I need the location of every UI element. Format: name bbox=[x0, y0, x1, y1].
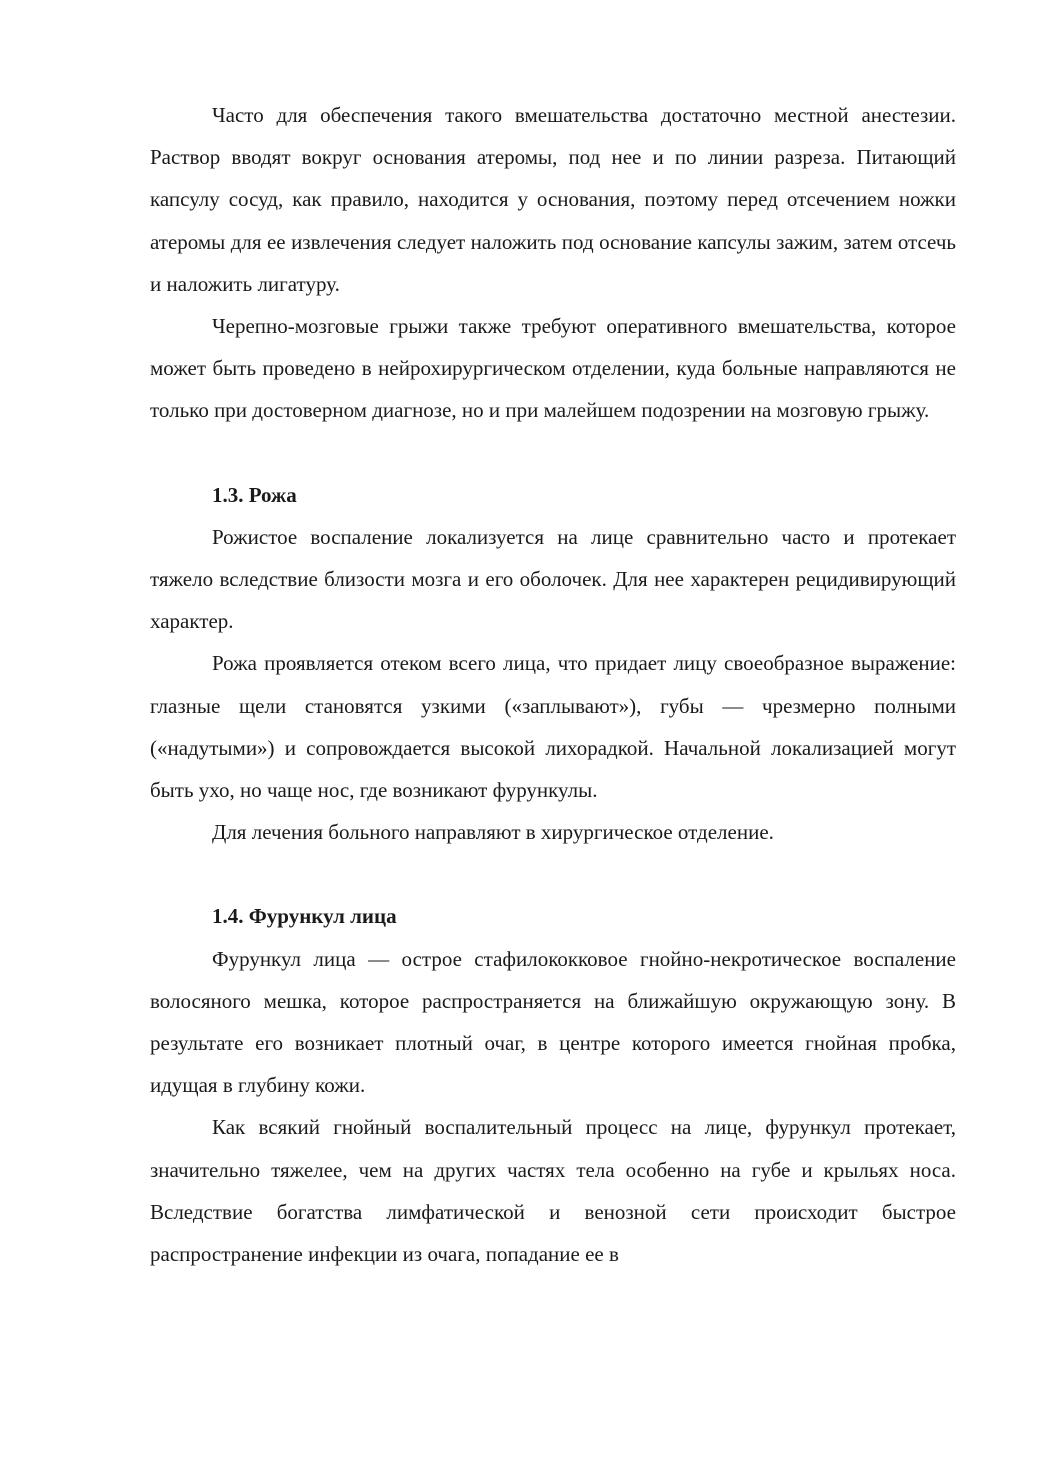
section-spacer bbox=[150, 432, 956, 474]
paragraph-erysipelas-symptoms: Рожа проявляется отеком всего лица, что придает лицу своеобразное выражение: глазные щели становятся узкими («заплывают»), губы — чрезмерно полными («надутыми») и сопровождается высокой лихорадкой. Начальной локализацией могут быть ухо, но чаще нос, где возникают фурункулы. bbox=[150, 651, 956, 803]
section-heading-furuncle: 1.4. Фурункул лица bbox=[212, 904, 397, 929]
paragraph-cerebral-hernia: Черепно-мозговые грыжи также требуют оперативного вмешательства, которое может быть проведено в нейрохирургическом отделении, куда больные направляются не только при достоверном диагнозе, но и при малейшем подозрении на мозговую грыжу. bbox=[150, 314, 956, 423]
paragraph-erysipelas-treatment: Для лечения больного направляют в хирургическое отделение. bbox=[212, 820, 774, 845]
paragraph-furuncle-course: Как всякий гнойный воспалительный процесс на лице, фурункул протекает, значительно тяжелее, чем на других частях тела особенно на губе и крыльях носа. Вследствие богатства лимфатической и венозной сети происходит быстрое распространение инфекции из очага, попадание ее в bbox=[150, 1115, 956, 1267]
document-body bbox=[150, 94, 956, 1275]
paragraph-atheroma-anesthesia: Часто для обеспечения такого вмешательства достаточно местной анестезии. Раствор вводят вокруг основания атеромы, под нее и по линии разреза. Питающий капсулу сосуд, как правило, находится у основания, поэтому перед отсечением ножки атеромы для ее извлечения следует наложить под основание капсулы зажим, затем отсечь и наложить лигатуру. bbox=[150, 103, 956, 296]
paragraph-furuncle-definition: Фурункул лица — острое стафилококковое гнойно-некротическое воспаление волосяного мешка, которое распространяется на ближайшую окружающую зону. В результате его возникает плотный очаг, в центре которого имеется гнойная пробка, идущая в глубину кожи. bbox=[150, 946, 956, 1098]
section-heading-erysipelas: 1.3. Рожа bbox=[212, 482, 297, 507]
paragraph-erysipelas-intro: Рожистое воспаление локализуется на лице сравнительно часто и протекает тяжело вследствие близости мозга и его оболочек. Для нее характерен рецидивирующий характер. bbox=[150, 524, 956, 634]
section-spacer bbox=[150, 853, 956, 895]
